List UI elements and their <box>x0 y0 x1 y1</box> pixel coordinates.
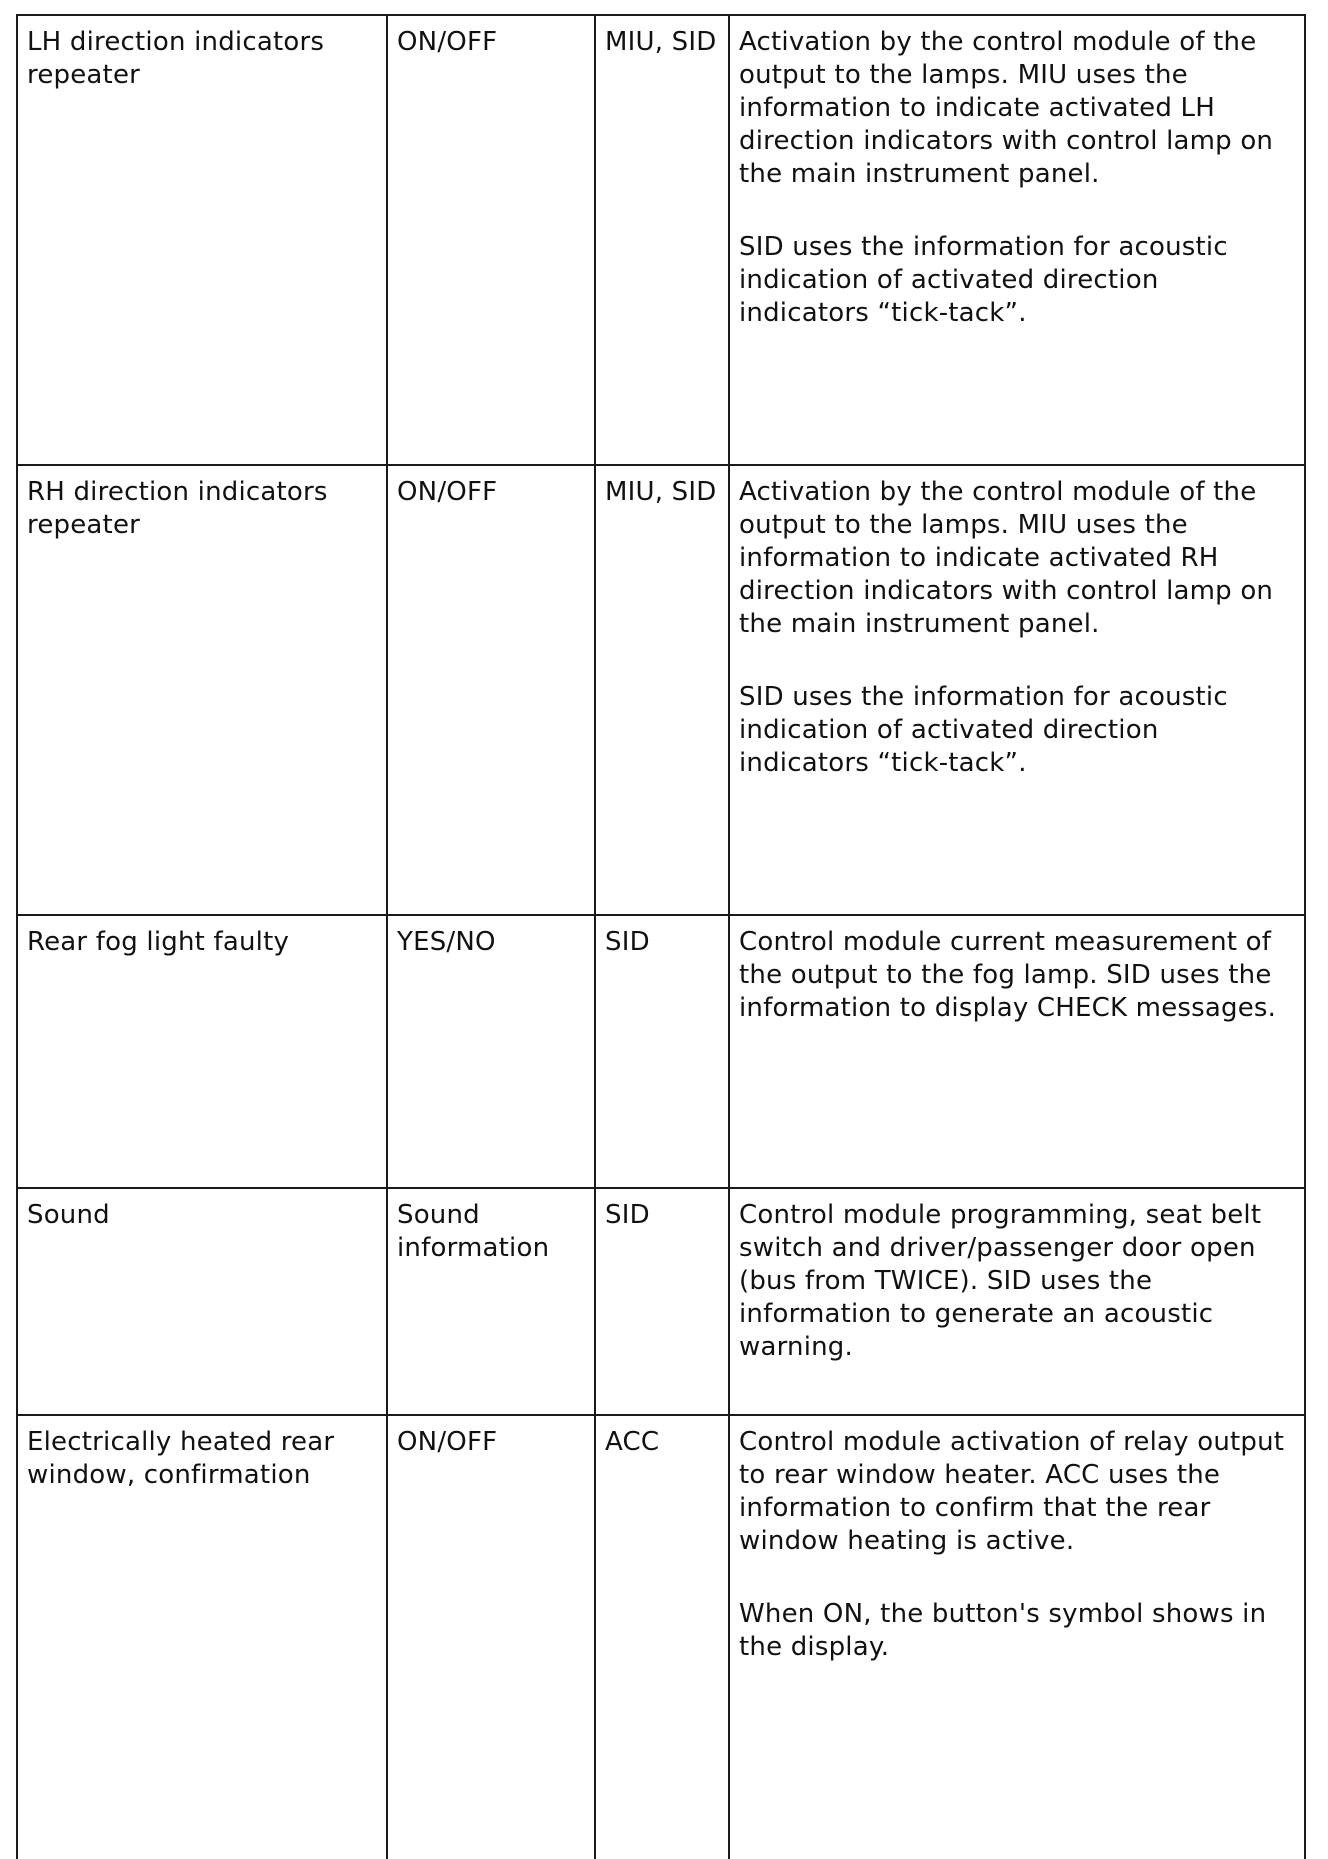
description-paragraph: Control module current measurement of the output to the fog lamp. SID uses the information to display CHECK messages. <box>739 927 1277 1023</box>
signal-value-cell: ON/OFF <box>387 465 595 915</box>
table-row <box>17 1415 1305 1859</box>
signal-table <box>16 14 1306 1859</box>
signal-name-cell: Sound <box>17 1188 387 1415</box>
description-cell <box>729 465 1305 915</box>
description-paragraph: SID uses the information for acoustic indication of activated direction indicators “tick-tack”. <box>739 682 1228 778</box>
signal-name-cell: RH direction indicators repeater <box>17 465 387 915</box>
signal-name-cell: Rear fog light faulty <box>17 915 387 1188</box>
description-cell <box>729 15 1305 465</box>
signal-value-cell: ON/OFF <box>387 1415 595 1859</box>
receivers-cell: MIU, SID <box>595 465 729 915</box>
signal-value-cell: ON/OFF <box>387 15 595 465</box>
table-row <box>17 915 1305 1188</box>
description-paragraph: Activation by the control module of the output to the lamps. MIU uses the information to indicate activated RH direction indicators with control lamp on the main instrument panel. <box>739 477 1274 639</box>
receivers-cell: MIU, SID <box>595 15 729 465</box>
description-paragraph: Control module programming, seat belt switch and driver/passenger door open (bus from TWICE). SID uses the information to generate an acoustic warning. <box>739 1200 1262 1362</box>
table-row <box>17 465 1305 915</box>
table-row <box>17 15 1305 465</box>
description-paragraph: SID uses the information for acoustic indication of activated direction indicators “tick-tack”. <box>739 232 1228 328</box>
description-paragraph: Control module activation of relay output to rear window heater. ACC uses the information to confirm that the rear window heating is active. <box>739 1427 1285 1556</box>
receivers-cell: ACC <box>595 1415 729 1859</box>
signal-value-cell: YES/NO <box>387 915 595 1188</box>
receivers-cell: SID <box>595 1188 729 1415</box>
description-paragraph: When ON, the button's symbol shows in the display. <box>739 1599 1267 1662</box>
description-cell <box>729 1415 1305 1859</box>
signal-name-cell: LH direction indicators repeater <box>17 15 387 465</box>
signal-name-cell: Electrically heated rear window, confirmation <box>17 1415 387 1859</box>
description-cell <box>729 915 1305 1188</box>
table-row <box>17 1188 1305 1415</box>
receivers-cell: SID <box>595 915 729 1188</box>
signal-value-cell: Sound information <box>387 1188 595 1415</box>
description-cell <box>729 1188 1305 1415</box>
description-paragraph: Activation by the control module of the output to the lamps. MIU uses the information to indicate activated LH direction indicators with control lamp on the main instrument panel. <box>739 27 1274 189</box>
